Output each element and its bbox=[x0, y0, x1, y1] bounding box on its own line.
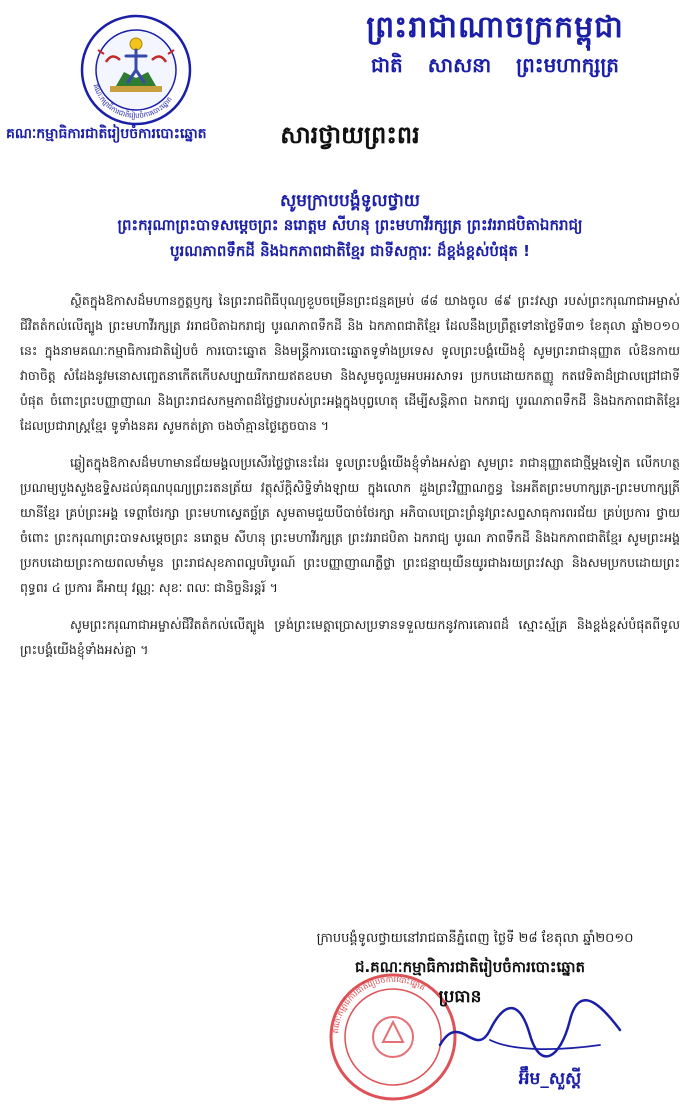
body-paragraph-3: សូមព្រះករុណាជាអម្ចាស់ជីវិតតំកល់លើត្បូង ទ្រង់ព្រះមេត្តាប្រោសប្រទានទទួលយកនូវការគោរពដ៏ ស្មោះស្ម័គ្រ និងខ្ពង់ខ្ពស់បំផុតពីទូលព្រះបង្គំយើងខ្ញុំទាំងអស់គ្នា ។ bbox=[20, 617, 680, 657]
body-paragraph-1: ស្ថិតក្នុងឱកាសដ៏មហានក្ខត្តឫក្ស នៃព្រះរាជពិធីបុណ្យខួបចម្រើនព្រះជន្មគម្រប់ ៨៨ យាងចូល ៨៩ ព្រះវស្សា របស់ព្រះករុណាជាអម្ចាស់ជីវិតតំកល់លើត្បូង ព្រះមហាវីរក្សត្រ វររាជបិតាឯករាជ្យ បូរណភាពទឹកដី និង ឯកភាពជាតិខ្មែរ ដែលនឹងប្រព្រឹត្តទៅនាថ្ងៃទី៣១ ខែតុលា ឆ្នាំ២០១០ នេះ ក្នុងនាមគណៈកម្មាធិការជាតិរៀបចំ ការបោះឆ្នោត និងមន្ត្រីការបោះឆ្នោតទូទាំងប្រទេស ទូលព្រះបង្គំយើងខ្ញុំ សូមព្រះរាជានុញ្ញាត លំឱនកាយវាចាចិត្ត សំដែងនូវមនោសញ្ចេតនាកើតកើបសប្បាយរីករាយឥតឧបមា និងសូមចូលរួមអបអរសាទរ ប្រកបដោយកតញ្ញូ កតវេទិតាដ៏ជ្រាលជ្រៅជាទីបំផុត ចំពោះព្រះបញ្ញាញាណ និងព្រះរាជសកម្មភាពដ៏ថ្លៃថ្លារបស់ព្រះអង្គក្នុងបុព្វហេតុ ដើម្បីសន្តិភាព ឯករាជ្យ បូរណភាពទឹកដី និងឯកភាពជាតិខ្មែរ ដែលប្រជារាស្ត្រខ្មែរ ទូទាំងនគរ សូមកត់ត្រា ចងចាំគ្មានថ្ងៃភ្លេចបាន ។ bbox=[20, 293, 680, 433]
signatory-name: អ៊ឹម_សួស្តី bbox=[518, 1069, 582, 1089]
signatory-title: ប្រធាន bbox=[438, 987, 482, 1007]
kingdom-heading: ព្រះរាជាណាចក្រកម្ពុជា bbox=[366, 10, 624, 45]
national-motto: ជាតិ សាសនា ព្រះមហាក្សត្រ bbox=[371, 53, 619, 77]
date-place-line: ក្រាបបង្គំទូលថ្វាយនៅរាជធានីភ្នំពេញ ថ្ងៃទី ២៨ ខែតុលា ឆ្នាំ២០១០ bbox=[316, 931, 634, 946]
organization-name: គណៈកម្មាធិការជាតិរៀបចំការបោះឆ្នោត bbox=[6, 126, 207, 142]
handwritten-signature-icon bbox=[430, 990, 630, 1070]
salutation-line-1: សូមក្រាបបង្គំទូលថ្វាយ bbox=[280, 191, 420, 211]
signatory-organization: ជ.គណៈកម្មាធិការជាតិរៀបចំការបោះឆ្នោត bbox=[354, 958, 586, 976]
salutation-line-3: បូរណភាពទឹកដី និងឯកភាពជាតិខ្មែរ ជាទីសក្ការៈ ដ៏ខ្ពង់ខ្ពស់បំផុត ! bbox=[169, 242, 531, 260]
letter-body bbox=[20, 288, 680, 674]
body-paragraph-2: ឆ្លៀតក្នុងឱកាសដ៏មហាមានជ័យមង្គលប្រសើរថ្លៃថ្លានេះដែរ ទូលព្រះបង្គំយើងខ្ញុំទាំងអស់គ្នា សូមព្រះ រាជានុញ្ញាតជាថ្មីម្តងទៀត លើកហត្ថប្រណម្យបួងសួងឧទ្ទិសដល់គុណបុណ្យព្រះរតនត្រ័យ វត្ថុស័ក្តិសិទ្ធិទាំងឡាយ ក្នុងលោក ដួងព្រះវិញ្ញាណក្ខន្ធ នៃអតីតព្រះមហាក្សត្រ-ព្រះមហាក្សត្រីយានីខ្មែរ គ្រប់ព្រះអង្គ ទេព្តាថែរក្សា ព្រះមហាស្វេតច្ឆ័ត្រ សូមតាមជួយបីបាច់ថែរក្សា អភិបាលប្រោះព្រំនូវព្រះសព្ទសាធុការពរជ័យ គ្រប់ប្រការ ថ្វាយចំពោះ ព្រះករុណាព្រះបាទសម្តេចព្រះ នរោត្តម សីហនុ ព្រះមហាវីរក្សត្រ ព្រះវររាជបិតា ឯករាជ្យ បូរណ ភាពទឹកដី និងឯកភាពជាតិខ្មែរ សូមព្រះអង្គប្រកបដោយព្រះកាយពលមាំមួន ព្រះរាជសុខភាពល្អបរិបូរណ៍ ព្រះបញ្ញាញាណភ្លឺថ្លា ព្រះជន្មាយុយឺនយូរជាងរយព្រះវស្សា និងសមប្រកបដោយព្រះពុទ្ធពរ ៤ ប្រការ គឺអាយុ វណ្ណៈ សុខៈ ពលៈ ជានិច្ចនិរន្តរ៍ ។ bbox=[20, 455, 680, 595]
salutation-line-2: ព្រះករុណាព្រះបាទសម្តេចព្រះ នរោត្តម សីហនុ ព្រះមហាវីរក្សត្រ ព្រះវររាជបិតាឯករាជ្យ bbox=[117, 216, 583, 234]
seal-ring-text: គណៈកម្មាធិការជាតិរៀបចំការបោះឆ្នោត bbox=[331, 974, 427, 1034]
nec-emblem-icon bbox=[80, 14, 192, 126]
document-title: សារថ្វាយព្រះពរ bbox=[280, 121, 420, 149]
logo-ring-text: គណៈកម្មាធិការជាតិរៀបចំការបោះឆ្នោត bbox=[91, 83, 174, 121]
